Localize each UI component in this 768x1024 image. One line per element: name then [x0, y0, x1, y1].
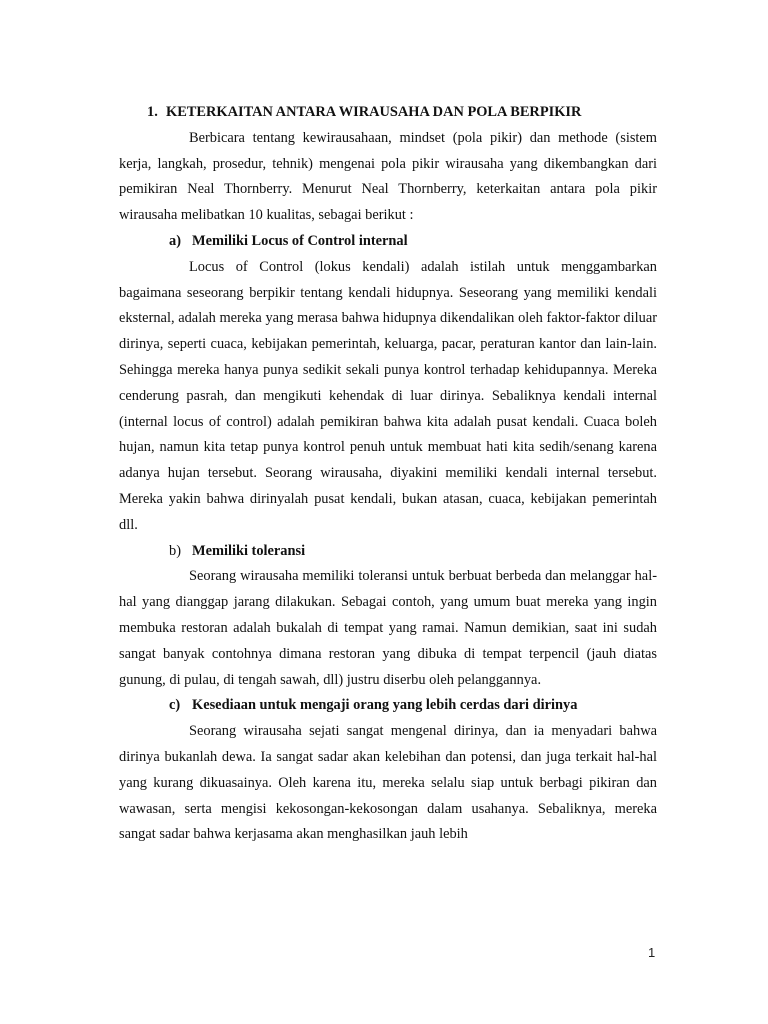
subsection-letter: a)	[169, 232, 181, 249]
section-heading	[119, 100, 657, 126]
page-content	[119, 100, 657, 848]
subsection-letter: b)	[169, 542, 181, 559]
page-number: 1	[648, 945, 656, 960]
subsection-title: Memiliki toleransi	[192, 542, 306, 559]
subsection-heading-b	[119, 539, 657, 565]
section-title: KETERKAITAN ANTARA WIRAUSAHA DAN POLA BERPIKIR	[166, 104, 582, 120]
section-number: 1.	[147, 104, 158, 120]
intro-paragraph: Berbicara tentang kewirausahaan, mindset (pola pikir) dan methode (sistem kerja, langkah, prosedur, tehnik) mengenai pola pikir wirausaha yang dikembangkan dari pemikiran Neal Thornberry. Menurut Neal Thornberry, keterkaitan antara pola pikir wirausaha melibatkan 10 kualitas, sebagai berikut :	[119, 129, 657, 224]
subsection-title: Memiliki Locus of Control internal	[192, 232, 408, 249]
subsection-title: Kesediaan untuk mengaji orang yang lebih cerdas dari dirinya	[192, 697, 578, 714]
subsection-letter: c)	[169, 697, 181, 714]
subsection-paragraph-a: Locus of Control (lokus kendali) adalah istilah untuk menggambarkan bagaimana seseorang berpikir tentang kendali hidupnya. Seseorang yang memiliki kendali eksternal, adalah mereka yang merasa bahwa hidupnya dikendalikan oleh faktor-faktor diluar dirinya, seperti cuaca, kebijakan pemerintah, keluarga, pacar, peraturan kantor dan lain-lain. Sehingga mereka hanya punya sedikit sekali punya kontrol terhadap kehidupannya. Mereka cenderung pasrah, dan mengikuti kehendak di luar dirinya. Sebaliknya kendali internal (internal locus of control) adalah pemikiran bahwa kita adalah pusat kendali. Cuaca boleh hujan, namun kita tetap punya kontrol penuh untuk membuat hati kita sedih/senang karena adanya hujan tersebut. Seorang wirausaha, diyakini memiliki kendali internal tersebut. Mereka yakin bahwa dirinyalah pusat kendali, bukan atasan, cuaca, kebijakan pemerintah dll.	[119, 258, 657, 533]
subsection-heading-c	[119, 693, 657, 719]
subsection-paragraph-c: Seorang wirausaha sejati sangat mengenal dirinya, dan ia menyadari bahwa dirinya bukanlah dewa. Ia sangat sadar akan kelebihan dan potensi, dan juga terkait hal-hal yang kurang dikuasainya. Oleh karena itu, mereka selalu siap untuk berbagi pikiran dan wawasan, serta mengisi kekosongan-kekosongan dalam usahanya. Sebaliknya, mereka sangat sadar bahwa kerjasama akan menghasilkan jauh lebih	[119, 723, 657, 843]
subsection-paragraph-b: Seorang wirausaha memiliki toleransi untuk berbuat berbeda dan melanggar hal-hal yang dianggap jarang dilakukan. Sebagai contoh, yang umum buat mereka yang ingin membuka restoran adalah bukalah di tempat yang ramai. Namun demikian, saat ini sudah sangat banyak contohnya dimana restoran yang dibuka di tempat terpencil (jauh diatas gunung, di pulau, di tengah sawah, dll) justru diserbu oleh pelanggannya.	[119, 568, 657, 688]
subsection-heading-a	[119, 229, 657, 255]
